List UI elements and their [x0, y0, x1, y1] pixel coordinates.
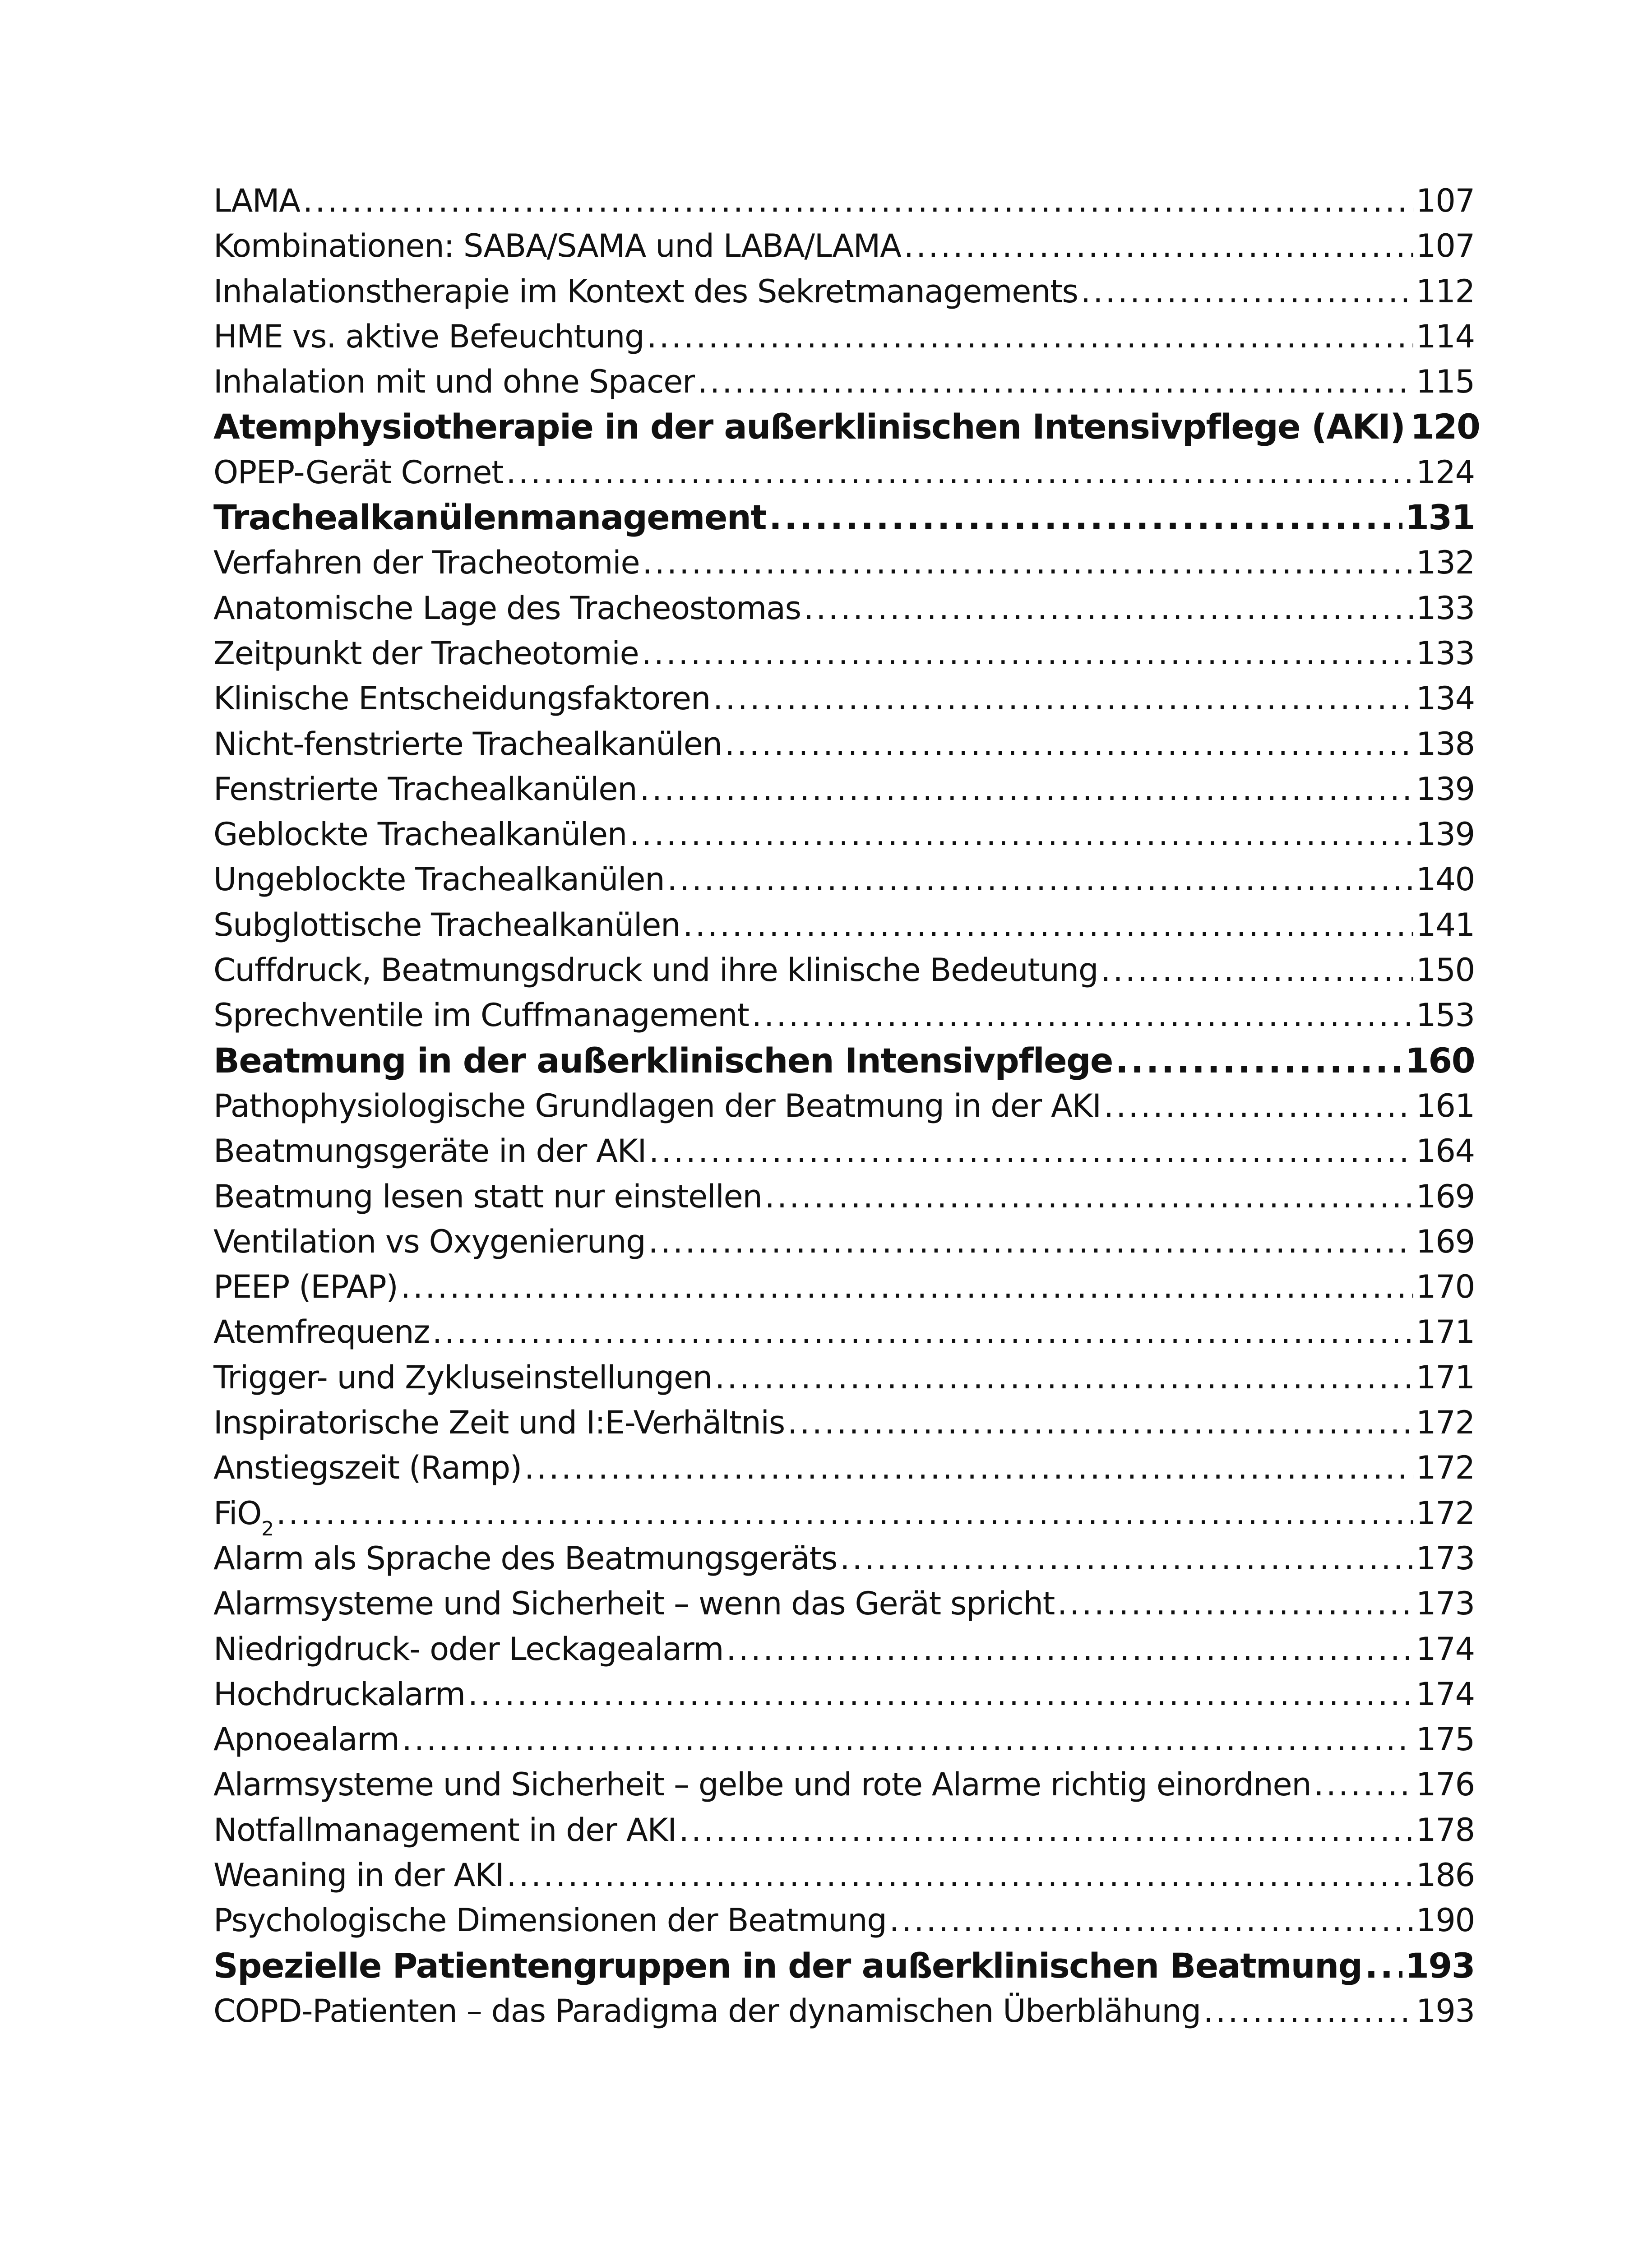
toc-page-number: 132	[1416, 544, 1475, 582]
toc-title-text: Beatmung lesen statt nur einstellen	[213, 1178, 762, 1215]
toc-page-number: 153	[1416, 997, 1475, 1034]
toc-entry-title	[213, 314, 644, 359]
toc-entry-row	[213, 1581, 1475, 1626]
toc-entry-row	[213, 223, 1475, 268]
toc-page-number: 112	[1416, 273, 1475, 310]
toc-entry-title	[213, 993, 749, 1038]
toc-entry-row	[213, 902, 1475, 948]
toc-page-number: 175	[1416, 1721, 1475, 1758]
dot-leader	[1057, 1581, 1413, 1626]
toc-title-text: Inspiratorische Zeit und I:E-Verhältnis	[213, 1404, 785, 1442]
toc-entry-row	[213, 540, 1475, 585]
toc-title-text: Trachealkanülenmanagement	[213, 497, 767, 538]
toc-title-text: Spezielle Patientengruppen in der außerklinischen Beatmung	[213, 1945, 1362, 1986]
dot-leader	[679, 1808, 1413, 1853]
toc-title-text: Geblockte Trachealkanülen	[213, 816, 627, 853]
toc-page-number: 161	[1416, 1087, 1475, 1124]
toc-entry-row	[213, 1355, 1475, 1400]
toc-page-number: 133	[1416, 589, 1475, 627]
toc-entry-row	[213, 676, 1475, 721]
dot-leader	[1365, 1943, 1402, 1988]
toc-title-text: Atemfrequenz	[213, 1313, 430, 1351]
toc-entry-row	[213, 1672, 1475, 1717]
toc-title-text: Inhalation mit und ohne Spacer	[213, 363, 695, 401]
toc-title-text: Zeitpunkt der Tracheotomie	[213, 634, 639, 672]
toc-entry-row	[213, 631, 1475, 676]
toc-entry-title	[213, 540, 639, 585]
toc-page-number: 150	[1416, 952, 1475, 989]
toc-entry-row	[213, 812, 1475, 857]
toc-entry-row	[213, 314, 1475, 359]
toc-entry-title	[213, 269, 1078, 314]
toc-title-text: Notfallmanagement in der AKI	[213, 1811, 676, 1849]
dot-leader	[787, 1400, 1413, 1445]
dot-leader	[1314, 1762, 1413, 1807]
toc-entry-title	[213, 631, 639, 676]
toc-page-number: 133	[1416, 634, 1475, 672]
toc-entry-title	[213, 1174, 762, 1219]
dot-leader	[726, 1627, 1413, 1672]
toc-entry-title	[213, 721, 722, 767]
dot-leader	[769, 495, 1402, 540]
toc-page-number: 193	[1405, 1945, 1475, 1986]
toc-entry-title	[213, 676, 710, 721]
toc-title-text: Anatomische Lage des Tracheostomas	[213, 589, 801, 627]
toc-title-text: Inhalationstherapie im Kontext des Sekretmanagements	[213, 273, 1078, 310]
dot-leader	[804, 586, 1413, 631]
toc-page-number: 172	[1416, 1494, 1475, 1532]
dot-leader	[639, 767, 1413, 812]
toc-entry-row	[213, 1309, 1475, 1355]
toc-entry-row	[213, 1400, 1475, 1445]
toc-entry-row	[213, 1491, 1475, 1536]
toc-entry-title	[213, 812, 627, 857]
toc-entry-row	[213, 767, 1475, 812]
toc-entry-title	[213, 1400, 785, 1445]
toc-entry-title	[213, 857, 664, 902]
toc-entry-title	[213, 1762, 1311, 1807]
toc-entry-row	[213, 178, 1475, 223]
toc-entry-row	[213, 1853, 1475, 1898]
dot-leader	[667, 857, 1413, 902]
toc-entry-title	[213, 1808, 676, 1853]
dot-leader	[713, 676, 1413, 721]
toc-entry-title	[213, 1898, 887, 1943]
dot-leader	[276, 1491, 1413, 1536]
toc-entry-title	[213, 1853, 504, 1898]
toc-title-text: Beatmungsgeräte in der AKI	[213, 1133, 647, 1170]
dot-leader	[765, 1174, 1413, 1219]
dot-leader	[647, 314, 1413, 359]
toc-title-text: Apnoealarm	[213, 1721, 399, 1758]
toc-chapter-title	[213, 495, 766, 540]
dot-leader	[402, 1717, 1413, 1762]
toc-page-number: 124	[1416, 453, 1475, 491]
toc-entry-row	[213, 586, 1475, 631]
toc-entry-title	[213, 902, 680, 948]
toc-title-text: Nicht-fenstrierte Trachealkanülen	[213, 725, 722, 763]
toc-entry-row	[213, 1174, 1475, 1219]
dot-leader	[506, 450, 1413, 495]
toc-page-number: 138	[1416, 725, 1475, 763]
toc-entry-title	[213, 1717, 399, 1762]
toc-page-number: 169	[1416, 1178, 1475, 1215]
toc-entry-title	[213, 450, 503, 495]
toc-page-number: 140	[1416, 861, 1475, 898]
toc-title-text: FiO	[213, 1494, 262, 1532]
toc-entry-title	[213, 1128, 646, 1174]
dot-leader	[1104, 1083, 1413, 1128]
toc-entry-title	[213, 1355, 712, 1400]
toc-entry-title	[213, 1309, 430, 1355]
toc-title-text: Alarmsysteme und Sicherheit – gelbe und rote Alarme richtig einordnen	[213, 1766, 1311, 1803]
toc-page-number: 141	[1416, 906, 1475, 943]
toc-page-number: 173	[1416, 1539, 1475, 1577]
dot-leader	[506, 1853, 1413, 1898]
toc-entry-title	[213, 948, 1098, 993]
toc-page-number: 134	[1416, 680, 1475, 717]
toc-page-number: 170	[1416, 1268, 1475, 1306]
toc-title-text: Subglottische Trachealkanülen	[213, 906, 680, 943]
toc-page-number: 173	[1416, 1585, 1475, 1623]
toc-page-number: 190	[1416, 1902, 1475, 1939]
toc-title-text: Sprechventile im Cuffmanagement	[213, 997, 749, 1034]
toc-page-number: 107	[1416, 227, 1475, 265]
toc-entry-title	[213, 1491, 273, 1536]
toc-page-number: 139	[1416, 816, 1475, 853]
toc-title-text: Cuffdruck, Beatmungsdruck und ihre klinische Bedeutung	[213, 952, 1098, 989]
toc-page-number: 172	[1416, 1449, 1475, 1487]
dot-leader	[715, 1355, 1413, 1400]
toc-title-text: Niedrigdruck- oder Leckagealarm	[213, 1630, 724, 1668]
toc-title-text: Ventilation vs Oxygenierung	[213, 1223, 646, 1260]
toc-page-number: 114	[1416, 318, 1475, 355]
toc-page-number: 171	[1416, 1359, 1475, 1396]
toc-page-number: 176	[1416, 1766, 1475, 1803]
toc-title-text: Pathophysiologische Grundlagen der Beatmung in der AKI	[213, 1087, 1101, 1124]
dot-leader	[642, 631, 1413, 676]
toc-page-number: 164	[1416, 1133, 1475, 1170]
toc-entry-title	[213, 1581, 1055, 1626]
toc-title-text: COPD-Patienten – das Paradigma der dynamischen Überblähung	[213, 1992, 1201, 2029]
toc-title-text: OPEP-Gerät Cornet	[213, 453, 504, 491]
toc-entry-row	[213, 1717, 1475, 1762]
toc-entry-row	[213, 1898, 1475, 1943]
toc-chapter-row	[213, 1943, 1475, 1988]
toc-page-number: 172	[1416, 1404, 1475, 1442]
toc-entry-row	[213, 1627, 1475, 1672]
toc-entry-row	[213, 1762, 1475, 1807]
toc-entry-title	[213, 1445, 522, 1490]
toc-title-text: Atemphysiotherapie in der außerklinischen Intensivpflege (AKI)	[213, 407, 1405, 447]
toc-entry-title	[213, 1988, 1201, 2034]
toc-title-text: Beatmung in der außerklinischen Intensivpflege	[213, 1040, 1113, 1081]
toc-entry-row	[213, 1219, 1475, 1264]
toc-entry-title	[213, 767, 637, 812]
dot-leader	[629, 812, 1413, 857]
toc-page-number: 193	[1416, 1992, 1475, 2029]
toc-title-text: Weaning in der AKI	[213, 1856, 504, 1894]
toc-entry-title	[213, 1083, 1101, 1128]
toc-entry-row	[213, 721, 1475, 767]
toc-page-number: 174	[1416, 1630, 1475, 1668]
toc-entry-row	[213, 1264, 1475, 1309]
toc-title-text: Alarmsysteme und Sicherheit – wenn das Gerät spricht	[213, 1585, 1055, 1623]
toc-title-text: Fenstrierte Trachealkanülen	[213, 770, 637, 808]
toc-title-text: Trigger- und Zykluseinstellungen	[213, 1359, 713, 1396]
toc-chapter-title	[213, 1943, 1362, 1988]
dot-leader	[1115, 1038, 1402, 1083]
dot-leader	[468, 1672, 1413, 1717]
toc-chapter-title	[213, 404, 1405, 449]
toc-entry-title	[213, 178, 300, 223]
toc-entry-row	[213, 948, 1475, 993]
toc-chapter-row	[213, 404, 1480, 449]
toc-page-number: 169	[1416, 1223, 1475, 1260]
toc-title-text: Alarm als Sprache des Beatmungsgeräts	[213, 1539, 838, 1577]
toc-page-number: 107	[1416, 182, 1475, 219]
toc-entry-title	[213, 1219, 645, 1264]
toc-chapter-row	[213, 1038, 1475, 1083]
toc-title-subscript: 2	[261, 1517, 273, 1536]
toc-entry-row	[213, 1445, 1475, 1490]
toc-page-number: 115	[1416, 363, 1475, 401]
dot-leader	[642, 540, 1413, 585]
dot-leader	[649, 1128, 1413, 1174]
toc-entry-row	[213, 1536, 1475, 1581]
toc-entry-title	[213, 586, 801, 631]
toc-title-text: Anstiegszeit (Ramp)	[213, 1449, 522, 1487]
toc-entry-title	[213, 359, 695, 404]
dot-leader	[1203, 1988, 1413, 2034]
dot-leader	[683, 902, 1413, 948]
toc-entry-row	[213, 857, 1475, 902]
dot-leader	[401, 1264, 1413, 1309]
toc-title-text: Hochdruckalarm	[213, 1675, 465, 1713]
toc-entry-row	[213, 1083, 1475, 1128]
dot-leader	[524, 1445, 1413, 1490]
toc-entry-row	[213, 993, 1475, 1038]
dot-leader	[1081, 269, 1413, 314]
toc-title-text: Verfahren der Tracheotomie	[213, 544, 640, 582]
toc-entry-title	[213, 1264, 398, 1309]
dot-leader	[303, 178, 1413, 223]
toc-entry-row	[213, 359, 1475, 404]
toc-title-text: Psychologische Dimensionen der Beatmung	[213, 1902, 887, 1939]
dot-leader	[889, 1898, 1413, 1943]
dot-leader	[1101, 948, 1413, 993]
toc-page-number: 139	[1416, 770, 1475, 808]
toc-entry-title	[213, 1536, 837, 1581]
toc-page-number: 186	[1416, 1856, 1475, 1894]
toc-page-number: 120	[1410, 407, 1480, 447]
toc-title-text: Kombinationen: SABA/SAMA und LABA/LAMA	[213, 227, 901, 265]
toc-chapter-title	[213, 1038, 1113, 1083]
dot-leader	[725, 721, 1413, 767]
toc-entry-title	[213, 223, 901, 268]
table-of-contents	[213, 178, 1480, 2034]
dot-leader	[648, 1219, 1413, 1264]
toc-title-text: Klinische Entscheidungsfaktoren	[213, 680, 711, 717]
toc-entry-row	[213, 269, 1475, 314]
dot-leader	[432, 1309, 1413, 1355]
toc-entry-title	[213, 1627, 723, 1672]
toc-title-text: HME vs. aktive Befeuchtung	[213, 318, 644, 355]
toc-chapter-row	[213, 495, 1475, 540]
toc-entry-row	[213, 1988, 1475, 2034]
toc-title-text: LAMA	[213, 182, 300, 219]
toc-page-number: 160	[1405, 1040, 1475, 1081]
dot-leader	[698, 359, 1413, 404]
dot-leader	[840, 1536, 1413, 1581]
toc-title-text: PEEP (EPAP)	[213, 1268, 398, 1306]
toc-page-number: 131	[1405, 497, 1475, 538]
toc-entry-row	[213, 450, 1475, 495]
toc-page-number: 178	[1416, 1811, 1475, 1849]
dot-leader	[752, 993, 1413, 1038]
toc-entry-row	[213, 1128, 1475, 1174]
toc-entry-title	[213, 1672, 465, 1717]
toc-page-number: 174	[1416, 1675, 1475, 1713]
toc-entry-row	[213, 1808, 1475, 1853]
toc-page-number: 171	[1416, 1313, 1475, 1351]
dot-leader	[904, 223, 1413, 268]
toc-title-text: Ungeblockte Trachealkanülen	[213, 861, 665, 898]
